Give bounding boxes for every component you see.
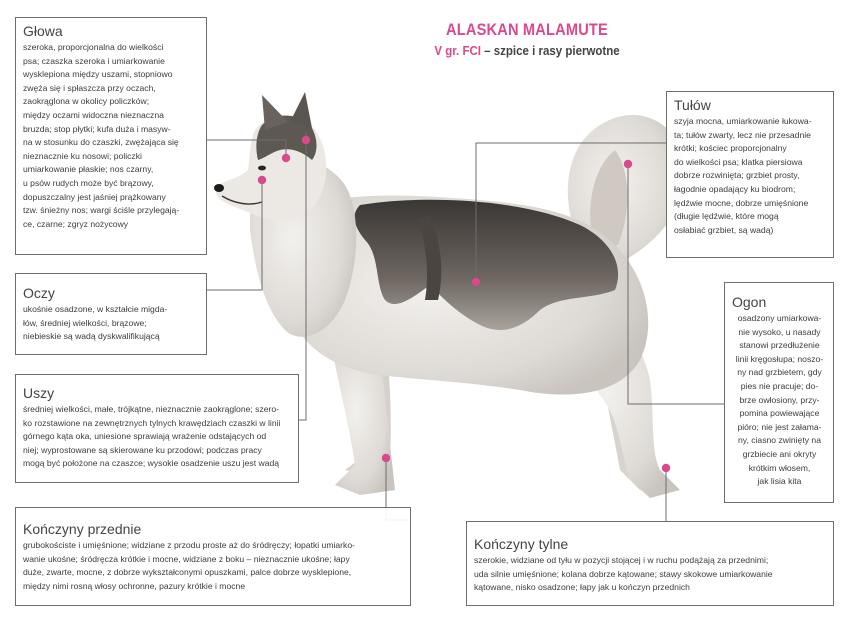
callout-glowa-heading: Głowa [23,23,63,39]
subtitle-rest: – szpice i rasy pierwotne [480,44,620,58]
marker-tulow [472,278,480,286]
callout-konczyny-przednie-heading: Kończyny przednie [23,521,142,537]
callout-glowa-text: szeroka, proporcjonalna do wielkości psa; czaszka szeroka i umiarkowanie wysklepiona między uszami, stopniowo zwęża się i spłaszcza przy oczach, zaokrąglona w okolicy policzków; między oczami widoczna nieznaczna bruzda; stop płytki; kufa duża i masyw- na w stosunku do czaszki, zwężająca się nieznacznie ku nosowi; policzki umiarkowanie płaskie; nos czarny, u psów rudych może być brązowy, dopuszczalny jest jaśniej prążkowany tzw. śnieżny nos; wargi ściśle przylegają- ce, czarne; zgryz nożycowy [23,42,180,229]
title-block [392,20,662,58]
callout-tulow-text: szyja mocna, umiarkowanie łukowa- ta; tułów zwarty, lecz nie przesadnie krótki; kościec proporcjonalny do wielkości psa; klatka piersiowa dobrze rozwinięta; grzbiet prosty, łagodnie opadający ku biodrom; lędźwie mocne, dobrze umięśnione (długie lędźwie, które mogą osłabiać grzbiet, są wadą) [674,116,812,235]
marker-uszy [302,136,310,144]
callout-uszy [15,374,299,483]
callout-oczy-heading: Oczy [23,285,55,301]
callout-konczyny-tylne-heading: Kończyny tylne [474,536,569,552]
marker-przednie [382,454,390,462]
callout-tulow-heading: Tułów [674,97,711,113]
page-title: ALASKAN MALAMUTE [446,20,608,39]
callout-glowa [15,17,207,255]
dog-nose [214,184,224,192]
callout-oczy-text: ukośnie osadzone, w kształcie migda- łów, średniej wielkości, brązowe; niebieskie są wadą dyskwalifikującą [23,304,168,342]
callout-ogon-heading: Ogon [732,294,767,310]
callout-uszy-heading: Uszy [23,385,55,401]
callout-konczyny-tylne [466,521,834,606]
callout-konczyny-przednie [15,507,411,606]
callout-konczyny-tylne-text: szerokie, widziane od tyłu w pozycji stojącej i w ruchu podążają za przednimi; uda silnie umięśnione; kolana dobrze kątowane; stawy skokowe umiarkowanie kątowane, nisko osadzone; łapy jak u kończyn przednich [474,555,773,593]
callout-ogon [724,282,834,503]
callout-ogon-text: osadzony umiarkowa- nie wysoko, u nasady stanowi przedłużenie linii kręgosłupa; noszo- ny nad grzbietem, gdy pies nie pracuje; do- brze owłosiony, przy- pomina powiewające pióro; nie jest załama- ny, ciasno zwinięty na grzbiecie ani okryty krótkim włosem, jak lisia kita [735,313,824,487]
marker-oczy [258,176,266,184]
dog-eye [258,166,266,171]
callout-tulow [666,91,834,258]
callout-oczy [15,273,207,355]
subtitle-group: V gr. FCI [434,44,481,58]
marker-tylne [662,464,670,472]
dog-ear-far [290,92,312,128]
marker-glowa [282,154,290,162]
callout-konczyny-przednie-text: grubokościste i umięśnione; widziane z przodu proste aż do śródręczy; łopatki umiarko- wanie ukośne; śródręcza krótkie i mocne, widziane z boku – nieznacznie ukośne; łapy duże, zwarte, mocne, z dobrze wykształconymi opuszkami, palce dobrze wysklepione, między nimi rosną włosy ochronne, pazury krótkie i mocne [23,540,355,591]
callout-uszy-text: średniej wielkości, małe, trójkątne, nieznacznie zaokrąglone; szero- ko rozstawione na zewnętrznych tylnych krawędziach czaszki w linii górnego kąta oka, uniesione sprawiają wrażenie odstających od niej; wyprostowane są skierowane ku przodowi; podczas pracy mogą być położone na czaszce; wysokie osadzenie uszu jest wadą [23,404,281,469]
marker-ogon [624,160,632,168]
page-subtitle [403,44,651,58]
